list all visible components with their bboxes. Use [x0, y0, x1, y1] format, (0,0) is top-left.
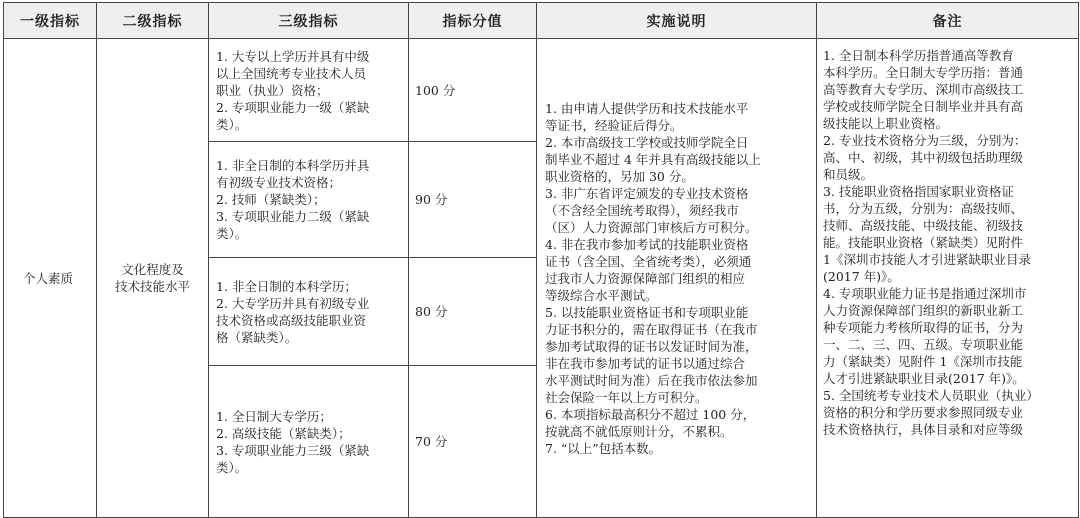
description-line: 2. 本市高级技工学校或技师学院全日	[545, 134, 749, 150]
notes-line: 级技能以上职业资格。	[823, 116, 949, 131]
score-value: 80 分	[415, 304, 448, 319]
notes-line: 一、二、三、四、五级。专项职业能	[823, 337, 1024, 352]
notes-line: 3. 技能职业资格指国家职业资格证	[823, 184, 1014, 199]
criteria-line: 以上全国统考专业技术人员	[216, 65, 367, 81]
description-line: 非在我市参加考试的证书以通过综合	[545, 355, 746, 371]
notes-line: 人才引进紧缺职业目录(2017 年)》。	[823, 371, 1025, 386]
header-level1: 一级指标	[4, 3, 97, 39]
description-line: 按就高不就低原则计分，不累积。	[545, 423, 733, 439]
criteria-line: 1. 非全日制的本科学历；	[216, 278, 357, 294]
description-line: 证书（含全国、全省统考类），必须通	[545, 253, 752, 269]
header-description: 实施说明	[537, 3, 817, 39]
score-value: 100 分	[415, 82, 456, 98]
notes-line: 1《深圳市技能人才引进紧缺职业目录	[823, 252, 1031, 267]
description-line: 6. 本项指标最高积分不超过 100 分，	[545, 406, 756, 422]
criteria-line: 3. 专项职业能力二级（紧缺	[216, 209, 370, 224]
description-line: 等证书，经验证后得分。	[545, 117, 683, 133]
notes-line: 资格的积分和学历要求参照同级专业	[823, 405, 1024, 420]
points-criteria-table	[3, 2, 1079, 518]
score-cell	[409, 258, 537, 366]
score-cell	[409, 39, 537, 142]
notes-line: 5. 全国统考专业技术人员职业（执业）	[823, 388, 1039, 403]
criteria-line: 2. 专项职业能力一级（紧缺	[216, 99, 370, 115]
description-line: 4. 非在我市参加考试的技能职业资格	[545, 236, 749, 252]
score-value: 70 分	[415, 434, 448, 449]
level1-cell	[4, 39, 97, 518]
notes-line: 和员级。	[823, 167, 874, 182]
notes-line: 高、中、初级，其中初级包括助理级	[823, 150, 1024, 165]
notes-line: (2017 年)》。	[823, 269, 900, 284]
description-line: 5. 以技能职业资格证书和专项职业能	[545, 304, 749, 320]
level1-text: 个人素质	[22, 270, 73, 286]
criteria-line: 类）。	[216, 459, 248, 475]
criteria-line: 1. 大专以上学历并具有中级	[216, 48, 370, 64]
header-row	[4, 3, 1079, 39]
criteria-line: 2. 技师（紧缺类）；	[216, 192, 326, 207]
notes-line: 技术资格执行，具体目录和对应等级	[823, 422, 1024, 437]
criteria-cell	[209, 39, 409, 142]
criteria-line: 职业（执业）资格；	[216, 82, 329, 98]
criteria-cell	[209, 258, 409, 366]
header-level3: 三级指标	[209, 3, 409, 39]
description-line: 水平测试时间为准）后在我市依法参加	[545, 372, 758, 388]
description-line: 参加考试取得的证书以发证时间为准，	[545, 338, 758, 354]
notes-cell	[817, 39, 1079, 518]
criteria-line: 格（紧缺类）。	[216, 329, 298, 345]
notes-line: 4. 专项职业能力证书是指通过深圳市	[823, 286, 1027, 301]
notes-line: 技师、高级技能、中级技能、初级技	[823, 218, 1024, 233]
level2-cell	[97, 39, 209, 518]
description-line: 等级综合水平测试。	[545, 287, 658, 303]
criteria-line: 1. 非全日制的本科学历并具	[216, 158, 370, 173]
notes-line: 力（紧缺类）见附件 1《深圳市技能	[823, 354, 1023, 369]
description-line: 职业资格的，另加 30 分。	[545, 168, 694, 184]
description-cell	[537, 39, 817, 518]
description-line: 1. 由申请人提供学历和技术技能水平	[545, 100, 749, 116]
level2-line: 技术技能水平	[114, 279, 190, 294]
description-line: 7. “以上”包括本数。	[545, 440, 662, 456]
notes-line: 1. 全日制本科学历指普通高等教育	[823, 48, 1014, 63]
criteria-cell	[209, 366, 409, 518]
header-notes: 备注	[817, 3, 1079, 39]
description-line: 3. 非广东省评定颁发的专业技术资格	[545, 185, 749, 201]
criteria-line: 类）。	[216, 226, 248, 241]
notes-line: 高等教育大专学历、深圳市高级技工	[823, 82, 1024, 97]
criteria-line: 1. 全日制大专学历；	[216, 408, 332, 424]
level2-line: 文化程度及	[121, 262, 184, 277]
description-line: 社会保险一年以上方可积分。	[545, 389, 708, 405]
notes-line: 2. 专业技术资格分为三级，分别为：	[823, 133, 1027, 148]
description-line: （不含经全国统考取得），须经我市	[545, 202, 739, 218]
notes-line: 种专项能力考核所取得的证书，分为	[823, 320, 1024, 335]
criteria-line: 技术资格或高级技能职业资	[216, 312, 367, 328]
criteria-line: 3. 专项职业能力三级（紧缺	[216, 442, 370, 458]
score-cell	[409, 142, 537, 258]
notes-line: 人力资源保障部门组织的新职业新工	[823, 303, 1024, 318]
header-score: 指标分值	[409, 3, 537, 39]
criteria-cell	[209, 142, 409, 258]
description-line: （区）人力资源部门审核后方可积分。	[545, 219, 758, 235]
criteria-line: 2. 高级技能（紧缺类）；	[216, 425, 351, 441]
score-value: 90 分	[415, 192, 448, 207]
criteria-line: 类）。	[216, 116, 248, 132]
description-line: 制毕业不超过 4 年并具有高级技能以上	[545, 151, 761, 167]
criteria-line: 2. 大专学历并具有初级专业	[216, 295, 370, 311]
notes-line: 学校或技师学院全日制毕业并具有高	[823, 99, 1024, 114]
notes-line: 能。技能职业资格（紧缺类）见附件	[823, 235, 1024, 250]
notes-line: 本科学历。全日制大专学历指：普通	[823, 65, 1024, 80]
criteria-line: 有初级专业技术资格；	[216, 175, 342, 190]
description-line: 力证书积分的，需在取得证书（在我市	[545, 321, 758, 337]
notes-line: 书，分为五级，分别为：高级技师、	[823, 201, 1024, 216]
header-level2: 二级指标	[97, 3, 209, 39]
description-line: 过我市人力资源保障部门组织的相应	[545, 270, 746, 286]
score-cell	[409, 366, 537, 518]
table-row	[4, 39, 1079, 142]
